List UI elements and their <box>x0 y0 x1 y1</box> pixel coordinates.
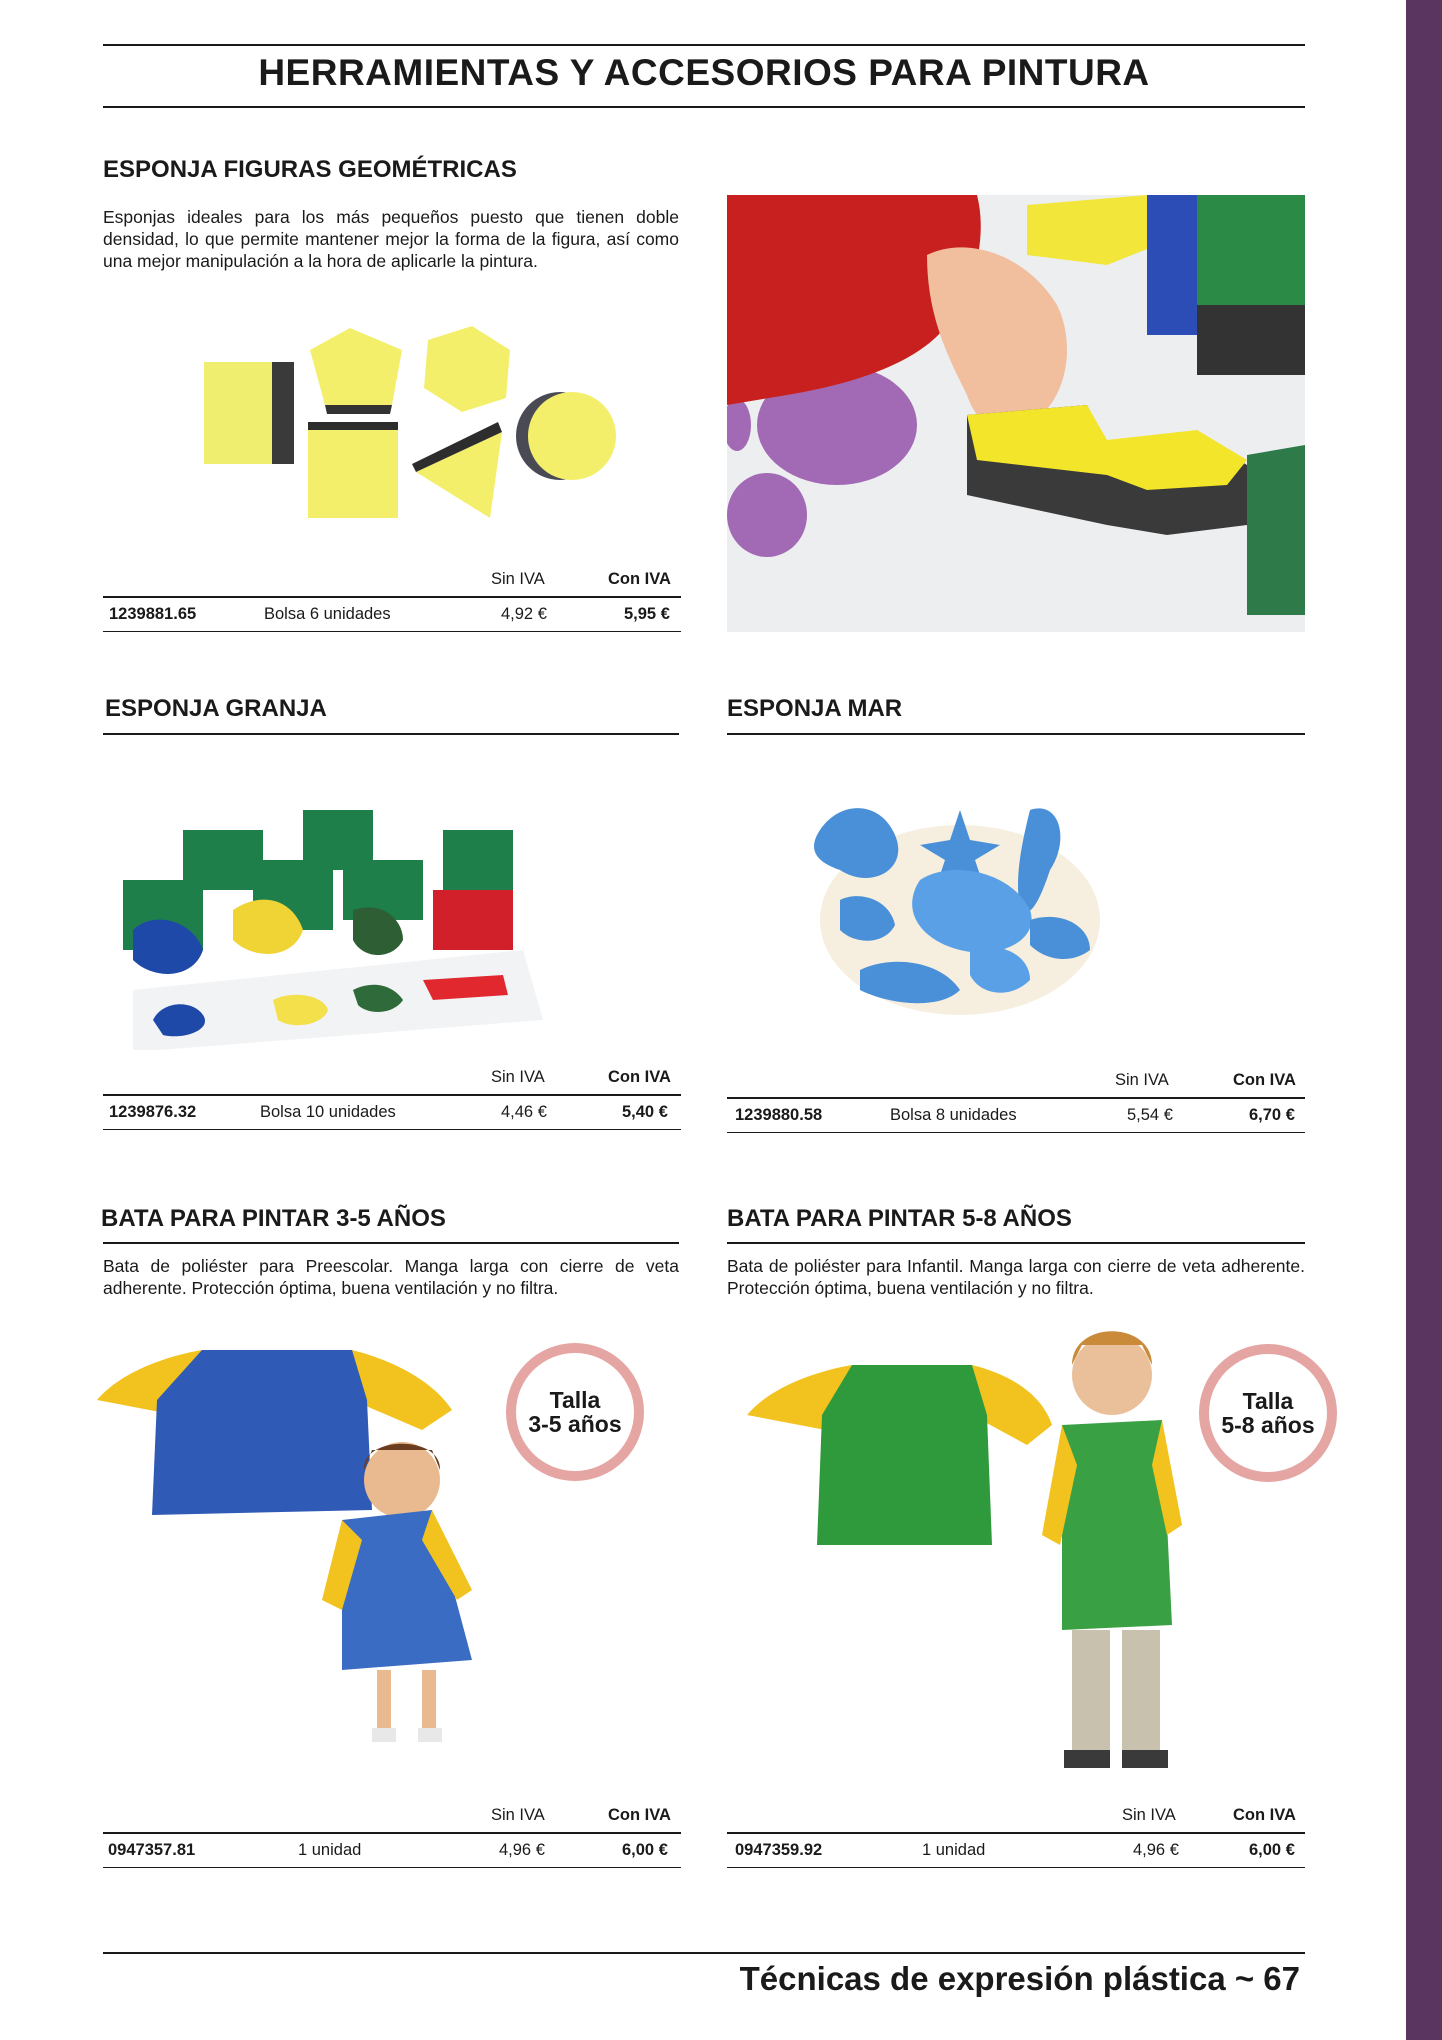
footer-rule <box>103 1952 1305 1954</box>
col-sin-iva: Sin IVA <box>1122 1806 1176 1824</box>
product-code: 0947359.92 <box>735 1840 823 1859</box>
price-sin-iva: 4,96 € <box>499 1840 545 1859</box>
price-con-iva: 6,00 € <box>622 1840 668 1859</box>
size-badge-5-8 <box>1199 1344 1337 1482</box>
price-con-iva: 6,00 € <box>1249 1840 1295 1859</box>
smock-5-8-photo <box>742 1305 1182 1785</box>
side-accent-bar <box>1406 0 1442 2040</box>
price-row <box>727 1834 1305 1867</box>
price-row <box>103 1096 681 1129</box>
price-table-mar <box>727 1063 1305 1133</box>
product-unit: 1 unidad <box>298 1840 362 1859</box>
badge-size: 3-5 años <box>528 1411 622 1437</box>
col-con-iva: Con IVA <box>1233 1806 1296 1824</box>
page-title: HERRAMIENTAS Y ACCESORIOS PARA PINTURA <box>258 52 1150 93</box>
col-con-iva: Con IVA <box>608 1806 671 1824</box>
col-con-iva: Con IVA <box>608 570 671 588</box>
description-bata-3-5: Bata de poliéster para Preescolar. Manga larga con cierre de veta adherente. Protección óptima, buena ventilación y no filtra. <box>103 1256 679 1298</box>
geometric-sponges-photo <box>180 310 640 540</box>
header-top-rule <box>103 44 1305 46</box>
description-bata-5-8: Bata de poliéster para Infantil. Manga larga con cierre de veta adherente. Protección óptima, buena ventilación y no filtra. <box>727 1256 1305 1298</box>
bata35-title-rule <box>103 1242 679 1244</box>
col-sin-iva: Sin IVA <box>491 1068 545 1086</box>
section-title-mar: ESPONJA MAR <box>727 695 903 722</box>
product-unit: Bolsa 6 unidades <box>264 604 391 623</box>
mar-title-rule <box>727 733 1305 735</box>
price-sin-iva: 5,54 € <box>1127 1105 1173 1124</box>
price-table-granja <box>103 1060 681 1130</box>
price-con-iva: 5,40 € <box>622 1102 668 1121</box>
product-code: 0947357.81 <box>108 1840 196 1859</box>
price-con-iva: 5,95 € <box>624 604 670 623</box>
footer-page-label: Técnicas de expresión plástica ~ 67 <box>739 1960 1300 1997</box>
child-painting-photo <box>727 195 1305 632</box>
product-unit: Bolsa 8 unidades <box>890 1105 1017 1124</box>
size-badge-3-5 <box>506 1343 644 1481</box>
product-code: 1239880.58 <box>735 1105 823 1124</box>
price-con-iva: 6,70 € <box>1249 1105 1295 1124</box>
smock-3-5-photo <box>92 1340 492 1760</box>
price-table-bata-3-5 <box>103 1798 681 1868</box>
granja-title-rule <box>103 733 679 735</box>
price-table-geometricas <box>103 562 681 632</box>
section-title-bata-3-5: BATA PARA PINTAR 3-5 AÑOS <box>101 1205 446 1232</box>
sea-sponges-photo <box>800 790 1120 1030</box>
badge-size: 5-8 años <box>1221 1412 1315 1438</box>
section-title-geometricas: ESPONJA FIGURAS GEOMÉTRICAS <box>103 156 517 183</box>
price-row <box>727 1099 1305 1132</box>
section-title-granja: ESPONJA GRANJA <box>105 695 327 722</box>
price-table-bata-5-8 <box>727 1798 1305 1868</box>
product-code: 1239881.65 <box>109 604 197 623</box>
product-code: 1239876.32 <box>109 1102 197 1121</box>
header-bottom-rule <box>103 106 1305 108</box>
bata58-title-rule <box>727 1242 1305 1244</box>
farm-sponges-photo <box>103 790 563 1050</box>
col-sin-iva: Sin IVA <box>1115 1071 1169 1089</box>
col-sin-iva: Sin IVA <box>491 570 545 588</box>
price-sin-iva: 4,92 € <box>501 604 547 623</box>
description-geometricas: Esponjas ideales para los más pequeños puesto que tienen doble densidad, lo que permite mantener mejor la forma de la figura, así como una mejor manipulación a la hora de aplicarle la pintura. <box>103 207 679 271</box>
price-row <box>103 598 681 631</box>
col-con-iva: Con IVA <box>608 1068 671 1086</box>
price-row <box>103 1834 681 1867</box>
section-title-bata-5-8: BATA PARA PINTAR 5-8 AÑOS <box>727 1205 1072 1232</box>
col-sin-iva: Sin IVA <box>491 1806 545 1824</box>
price-sin-iva: 4,96 € <box>1133 1840 1179 1859</box>
product-unit: Bolsa 10 unidades <box>260 1102 396 1121</box>
product-unit: 1 unidad <box>922 1840 986 1859</box>
price-sin-iva: 4,46 € <box>501 1102 547 1121</box>
badge-label: Talla <box>549 1387 601 1413</box>
badge-label: Talla <box>1242 1388 1294 1414</box>
col-con-iva: Con IVA <box>1233 1071 1296 1089</box>
